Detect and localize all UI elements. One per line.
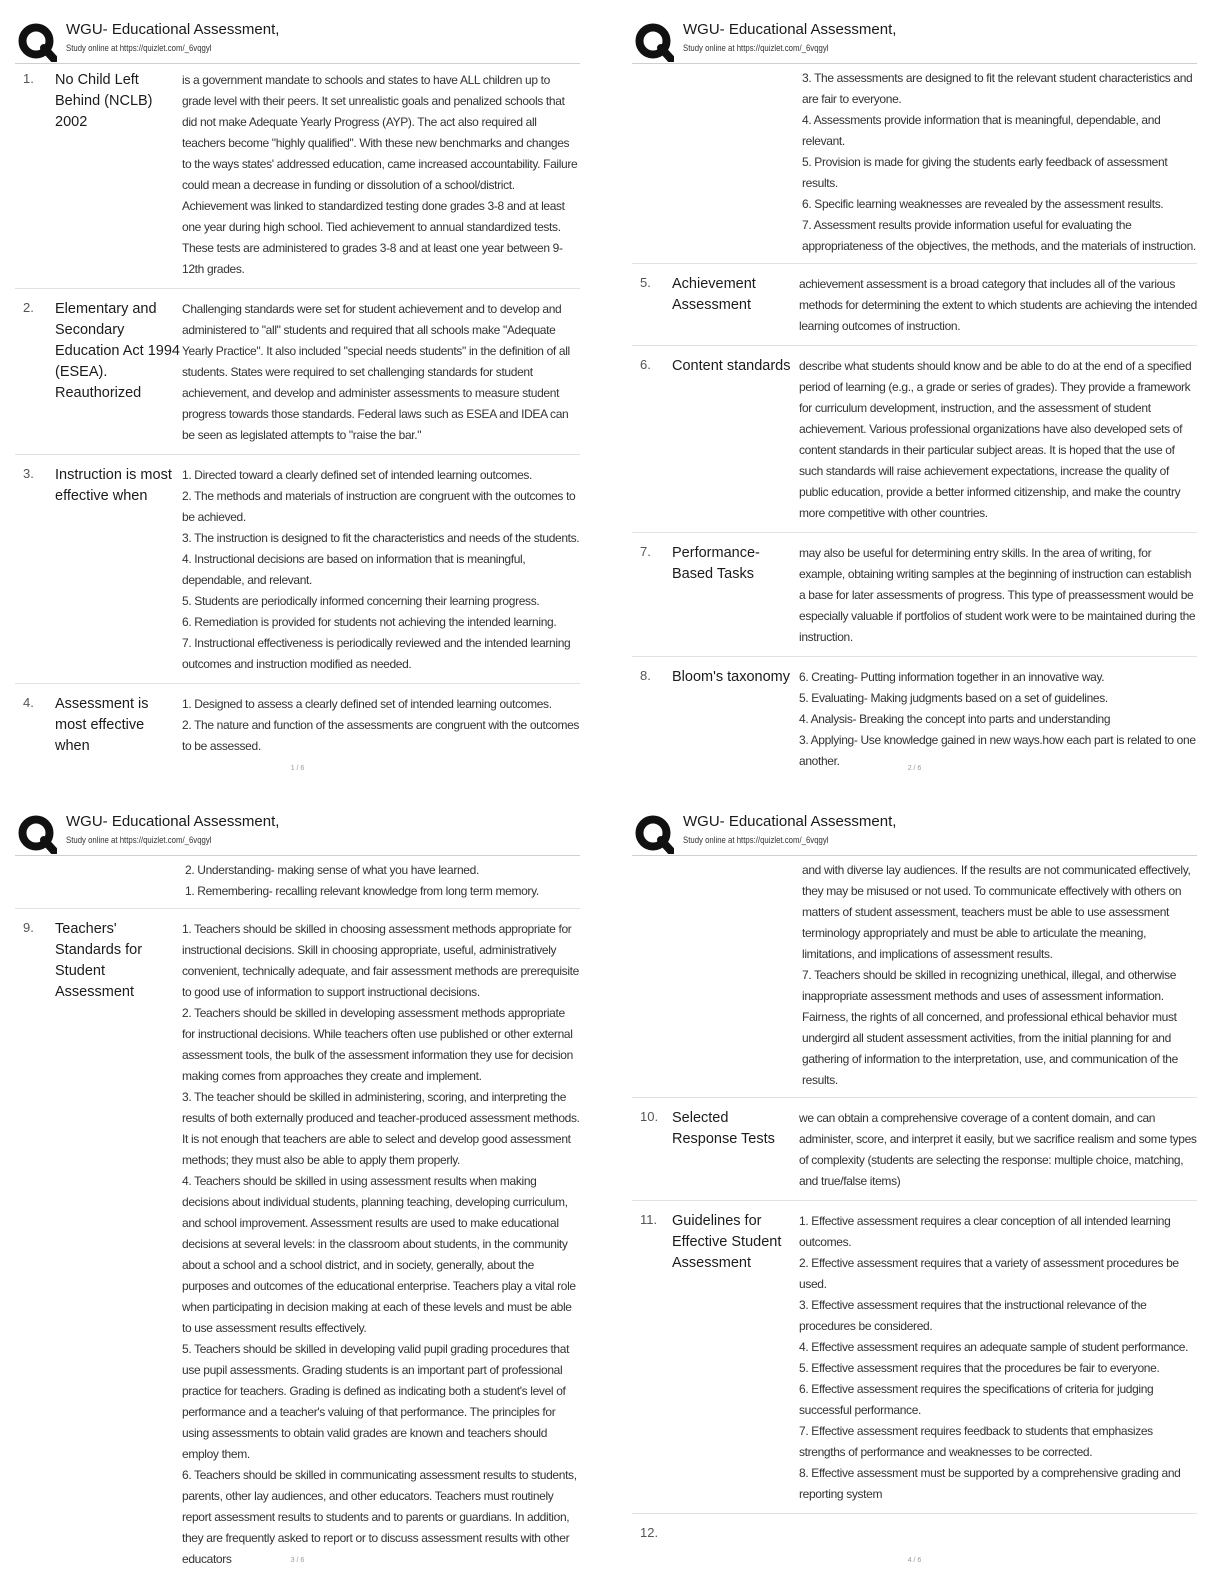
definition-line: 7. Assessment results provide information useful for evaluating the appropriateness of the objectives, the methods, and the materials of instruction.	[802, 218, 1196, 253]
study-link[interactable]: Study online at https://quizlet.com/_6vqgyl	[66, 43, 212, 54]
page-number: 1 / 6	[290, 765, 305, 772]
definition-line: 5. Evaluating- Making judgments based on a set of guidelines.	[799, 691, 1108, 705]
definition-line: 1. Effective assessment requires a clear conception of all intended learning outcomes.	[799, 1214, 1171, 1249]
card-term: Achievement Assessment	[672, 276, 756, 313]
flashcard-list	[632, 860, 1197, 1556]
card-definition: describe what students should know and be able to do at the end of a specified period of learning (e.g., a grade or series of grades). They provide a framework for curriculum development, instruction, and the assessment of student achievement. Various professional organizations have also developed sets of content standards in their particular subject areas. It is hoped that the use of such standards will raise achievement expectations, increase the quality of public education, provide a better informed citizenship, and make the country more competitive with other countries.	[799, 359, 1192, 520]
definition-line: 3. The assessments are designed to fit the relevant student characteristics and are fair to everyone.	[802, 71, 1193, 106]
study-link[interactable]: Study online at https://quizlet.com/_6vqgyl	[66, 835, 212, 846]
card-term: Content standards	[672, 358, 791, 374]
page-header	[632, 18, 1212, 64]
definition-line: 7. Teachers should be skilled in recognizing unethical, illegal, and otherwise inappropriate assessment methods and uses of assessment information. Fairness, the rights of all concerned, and professional ethical behavior must undergird all student assessment activities, from the initial planning for and gathering of information to the interpretation, use, and communication of the results.	[802, 968, 1178, 1087]
card-row-1	[15, 68, 580, 289]
definition-line: 7. Effective assessment requires feedback to students that emphasizes strengths of performance and weaknesses to be corrected.	[799, 1424, 1153, 1459]
card-number: 7.	[640, 544, 651, 559]
definition-line: 4. Teachers should be skilled in using assessment results when making decisions about individual students, planning teaching, developing curriculum, and school improvement. Assessment results are used to make educational decisions at several levels: in the classroom about students, in the community about a school and a school district, and in society, generally, about the purposes and outcomes of the educational enterprise. Teachers play a vital role when participating in decision making at each of these levels and must be able to use assessment results effectively.	[182, 1174, 576, 1335]
definition-line: 4. Assessments provide information that is meaningful, dependable, and relevant.	[802, 113, 1161, 148]
card-definition	[182, 465, 580, 675]
card-row-12	[632, 1522, 1197, 1548]
quizlet-logo-icon	[634, 814, 674, 854]
card-term: Performance-Based Tasks	[672, 545, 760, 582]
card-number: 9.	[23, 920, 34, 935]
definition-line: 5. Effective assessment requires that the procedures be fair to everyone.	[799, 1361, 1160, 1375]
card-term: Elementary and Secondary Education Act 1994 (ESEA). Reauthorized	[55, 301, 180, 401]
card-term	[672, 1524, 799, 1540]
definition-line: 6. Effective assessment requires the specifications of criteria for judging successful performance.	[799, 1382, 1154, 1417]
definition-line: 2. The nature and function of the assessments are congruent with the outcomes to be assessed.	[182, 718, 580, 753]
brand-title: WGU- Educational Assessment,	[66, 21, 280, 38]
definition-line: 2. Understanding- making sense of what you have learned.	[185, 863, 479, 877]
definition-line: 1. Remembering- recalling relevant knowledge from long term memory.	[185, 884, 539, 898]
study-link[interactable]: Study online at https://quizlet.com/_6vqgyl	[683, 43, 829, 54]
card-row-2	[15, 297, 580, 455]
card-term: Assessment is most effective when	[55, 696, 149, 754]
card-definition	[799, 667, 1197, 772]
definition-line: 4. Analysis- Breaking the concept into parts and understanding	[799, 712, 1111, 726]
card-row-9	[15, 917, 580, 1570]
card-row-10	[632, 1106, 1197, 1201]
card-term: Selected Response Tests	[672, 1110, 775, 1147]
definition-line: 5. Teachers should be skilled in developing valid pupil grading procedures that use pupil assessments. Grading students is an important part of professional practice for teachers. Grading is defined as indicating both a student's level of performance and a teacher's valuing of that performance. The principles for using assessments to obtain valid grades are known and teachers should employ them.	[182, 1342, 570, 1461]
definition-line: 6. Teachers should be skilled in communicating assessment results to students, parents, other lay audiences, and other educators. Teachers must routinely report assessment results to students and to parents or guardians. In addition, they are frequently asked to report or to discuss assessment results with other educators	[182, 1468, 577, 1566]
card-definition	[182, 919, 580, 1570]
definition-line: 3. Effective assessment requires that the instructional relevance of the procedures be considered.	[799, 1298, 1147, 1333]
definition-line: and with diverse lay audiences. If the results are not communicated effectively, they may be misused or not used. To communicate effectively with others on matters of student assessment, teachers must be able to use assessment terminology appropriately and must be able to articulate the meaning, limitations, and implications of assessment results.	[802, 863, 1191, 961]
page-2	[632, 18, 1212, 778]
definition-line: 1. Teachers should be skilled in choosing assessment methods appropriate for instructional decisions. Skill in choosing appropriate, useful, administratively convenient, technically adequate, and fair assessment methods are prerequisite to good use of information to support instructional decisions.	[182, 922, 579, 999]
flashcard-list	[15, 68, 580, 773]
definition-line: 5. Provision is made for giving the students early feedback of assessment results.	[802, 155, 1168, 190]
brand-title: WGU- Educational Assessment,	[66, 813, 280, 830]
card-number: 5.	[640, 275, 651, 290]
definition-line: 6. Creating- Putting information together in an innovative way.	[799, 670, 1105, 684]
continued-definition	[15, 860, 580, 909]
brand-title: WGU- Educational Assessment,	[683, 21, 897, 38]
card-row-5	[632, 272, 1197, 346]
card-row-6	[632, 354, 1197, 533]
page-header	[15, 18, 595, 64]
quizlet-logo-icon	[17, 22, 57, 62]
card-number: 4.	[23, 695, 34, 710]
card-number: 2.	[23, 300, 34, 315]
card-term: Bloom's taxonomy	[672, 669, 791, 685]
quizlet-logo-icon	[634, 22, 674, 62]
card-number: 11.	[640, 1212, 658, 1227]
flashcard-list	[15, 860, 580, 1570]
page-header	[15, 810, 595, 856]
page-number: 2 / 6	[907, 765, 922, 772]
continued-definition	[632, 860, 1197, 1098]
quizlet-logo-icon	[17, 814, 57, 854]
definition-line: 1. Designed to assess a clearly defined set of intended learning outcomes.	[182, 697, 552, 711]
page-1	[15, 18, 595, 778]
flashcard-list	[632, 68, 1197, 778]
definition-line: 4. Effective assessment requires an adequate sample of student performance.	[799, 1340, 1189, 1354]
page-number: 4 / 6	[907, 1557, 922, 1564]
header-divider	[15, 855, 580, 856]
card-number: 12.	[640, 1525, 659, 1540]
card-definition	[182, 694, 580, 757]
definition-line: 6. Specific learning weaknesses are revealed by the assessment results.	[802, 197, 1164, 211]
card-definition: Challenging standards were set for student achievement and to develop and administered to "all" students and required that all schools make "Adequate Yearly Practice". It also included "special needs students" in the definition of all students. States were required to set challenging standards for student achievement, and develop and administer assessments to measure student progress towards those standards. Federal laws such as ESEA and IDEA can be seen as legislated attempts to "raise the bar."	[182, 302, 570, 442]
page-number: 3 / 6	[290, 1557, 305, 1564]
header-divider	[632, 855, 1197, 856]
page-3	[15, 810, 595, 1570]
card-number: 10.	[640, 1109, 659, 1124]
card-row-8	[632, 665, 1197, 778]
card-definition	[799, 1524, 1197, 1540]
page-header	[632, 810, 1212, 856]
continued-definition	[632, 68, 1197, 264]
definition-line: 3. The instruction is designed to fit the characteristics and needs of the students.	[182, 531, 580, 545]
header-divider	[15, 63, 580, 64]
card-definition	[799, 1211, 1197, 1505]
card-number: 3.	[23, 466, 34, 481]
definition-line: 6. Remediation is provided for students not achieving the intended learning.	[182, 615, 557, 629]
card-row-3	[15, 463, 580, 684]
definition-line: 4. Instructional decisions are based on information that is meaningful, dependable, and relevant.	[182, 552, 526, 587]
definition-line: 5. Students are periodically informed concerning their learning progress.	[182, 594, 540, 608]
header-divider	[632, 63, 1197, 64]
card-number: 1.	[23, 71, 34, 86]
definition-line: 8. Effective assessment must be supported by a comprehensive grading and reporting system	[799, 1466, 1181, 1501]
definition-line: 2. The methods and materials of instruction are congruent with the outcomes to be achieved.	[182, 489, 576, 524]
page-4	[632, 810, 1212, 1570]
definition-line: 7. Instructional effectiveness is periodically reviewed and the intended learning outcomes and instruction modified as needed.	[182, 636, 571, 671]
definition-line: 3. The teacher should be skilled in administering, scoring, and interpreting the results of both externally produced and teacher-produced assessment methods. It is not enough that teachers are able to select and develop good assessment methods; they must also be able to apply them properly.	[182, 1090, 580, 1167]
card-number: 8.	[640, 668, 651, 683]
definition-line: 2. Teachers should be skilled in developing assessment methods appropriate for instructional decisions. While teachers often use published or other external assessment tools, the bulk of the assessment information they use for decision making comes from approaches they create and implement.	[182, 1006, 573, 1083]
card-term: Guidelines for Effective Student Assessment	[672, 1213, 782, 1271]
card-definition: is a government mandate to schools and states to have ALL children up to grade level with their peers. It set unrealistic goals and penalized schools that did not make Adequate Yearly Progress (AYP). The act also required all teachers become "highly qualified". With these new benchmarks and changes to the ways states' addressed education, came increased accountability. Failure could mean a decrease in funding or dissolution of a school/district. Achievement was linked to standardized testing done grades 3-8 and at least one year during high school. Tied achievement to annual standardized tests. These tests are administered to grades 3-8 and at least one year between 9-12th grades.	[182, 73, 578, 276]
definition-line: 3. Applying- Use knowledge gained in new ways.how each part is related to one another.	[799, 733, 1196, 768]
card-term: Instruction is most effective when	[55, 467, 172, 504]
brand-title: WGU- Educational Assessment,	[683, 813, 897, 830]
study-link[interactable]: Study online at https://quizlet.com/_6vqgyl	[683, 835, 829, 846]
card-definition: we can obtain a comprehensive coverage of a content domain, and can administer, score, and interpret it easily, but we sacrifice realism and some types of complexity (students are selecting the response: multiple choice, matching, and true/false items)	[799, 1111, 1197, 1188]
card-row-7	[632, 541, 1197, 657]
card-number: 6.	[640, 357, 651, 372]
card-definition: may also be useful for determining entry skills. In the area of writing, for example, obtaining writing samples at the beginning of instruction can establish a base for later assessments of progress. This type of preassessment would be especially valuable if portfolios of student work were to be maintained during the instruction.	[799, 546, 1196, 644]
card-term: No Child Left Behind (NCLB) 2002	[55, 72, 153, 130]
card-row-11	[632, 1209, 1197, 1514]
definition-line: 2. Effective assessment requires that a variety of assessment procedures be used.	[799, 1256, 1179, 1291]
card-row-4	[15, 692, 580, 765]
card-definition: achievement assessment is a broad category that includes all of the various methods for determining the extent to which students are achieving the intended learning outcomes of instruction.	[799, 277, 1197, 333]
card-term: Teachers' Standards for Student Assessment	[55, 921, 143, 1000]
definition-line: 1. Directed toward a clearly defined set of intended learning outcomes.	[182, 468, 533, 482]
